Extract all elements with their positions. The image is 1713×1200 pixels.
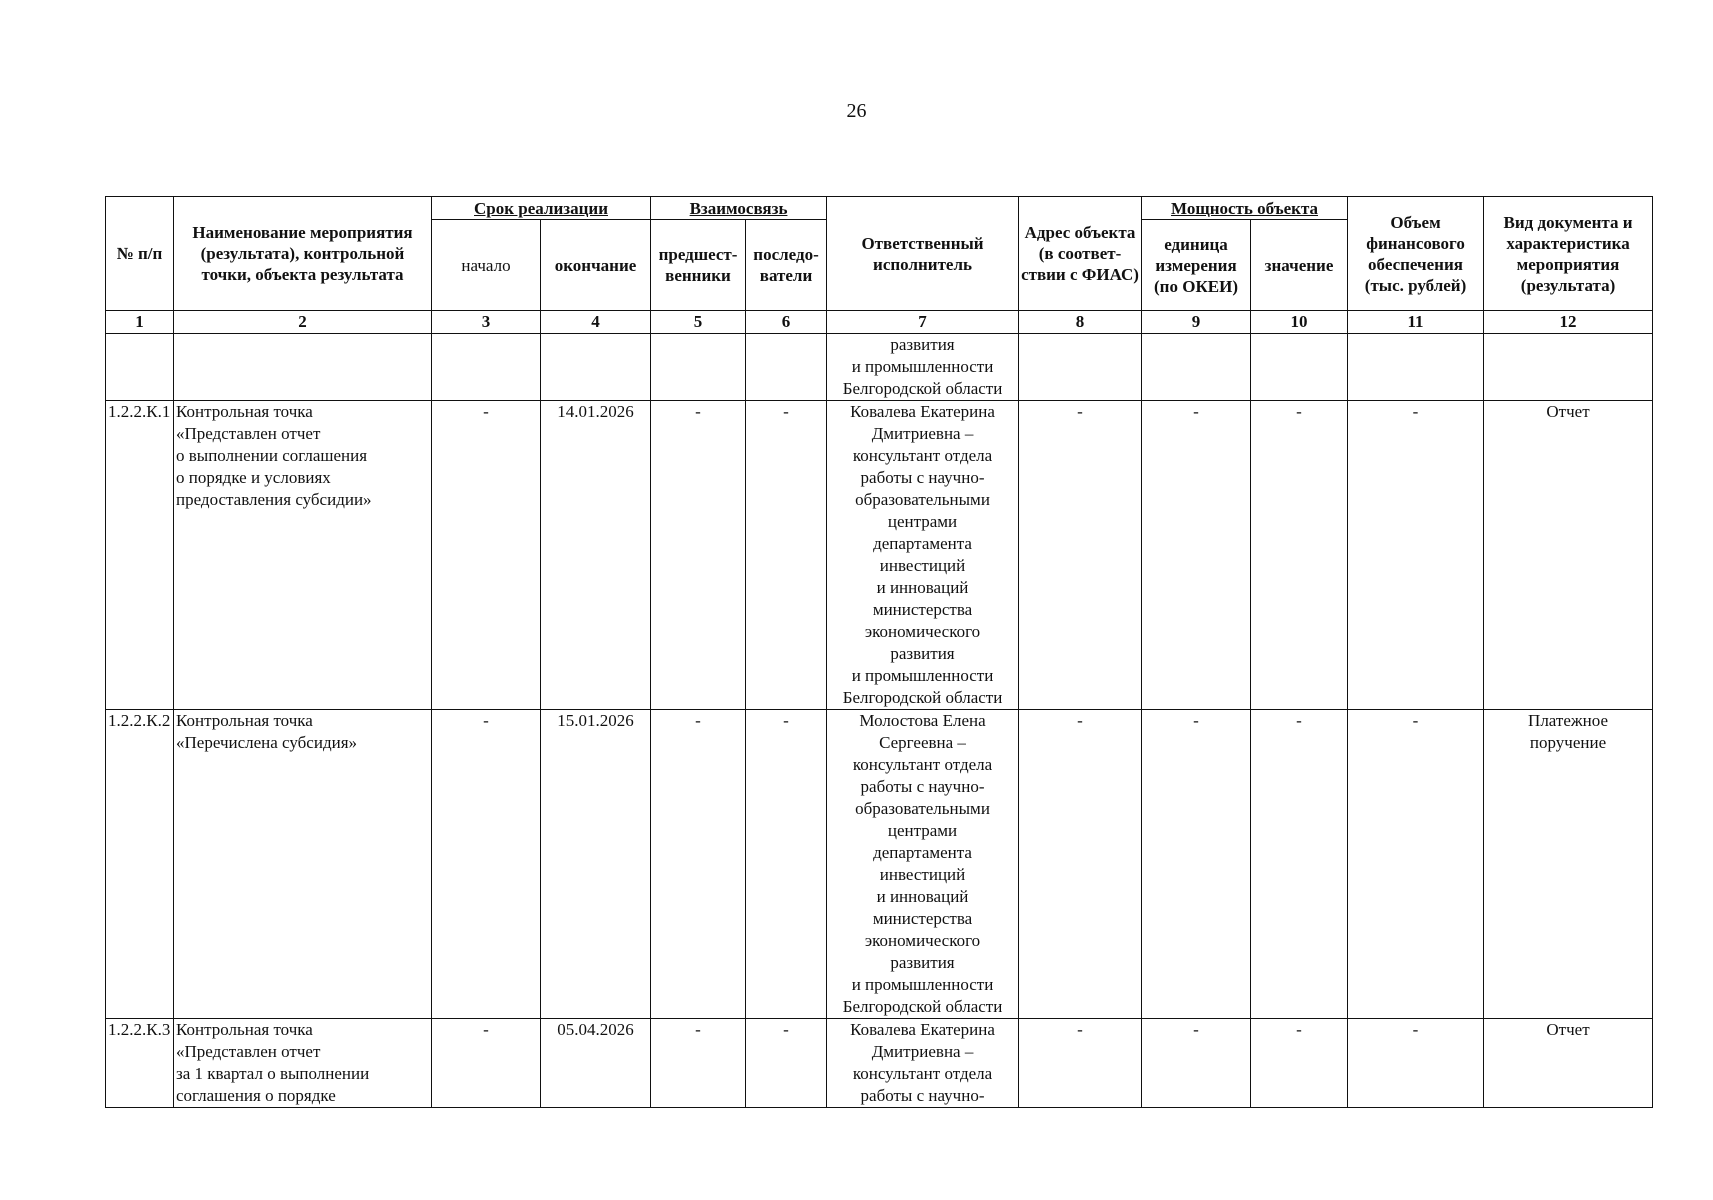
cell-finance — [1348, 334, 1484, 401]
cell-num: 1.2.2.К.2 — [106, 710, 174, 1019]
column-number: 1 — [106, 311, 174, 334]
cell-value: - — [1251, 401, 1348, 710]
cell-address: - — [1019, 1019, 1142, 1108]
column-number: 4 — [541, 311, 651, 334]
cell-start: - — [432, 710, 541, 1019]
cell-name: Контрольная точка «Перечислена субсидия» — [174, 710, 432, 1019]
cell-responsible: Молостова Елена Сергеевна – консультант отдела работы с научно- образовательными центрами департамента инвестиций и инноваций министерства экономического развития и промышленности Белгородской области — [827, 710, 1019, 1019]
cell-unit: - — [1142, 710, 1251, 1019]
cell-document — [1484, 334, 1653, 401]
header-document: Вид документа и характеристика мероприятия (результата) — [1484, 197, 1653, 311]
cell-unit: - — [1142, 1019, 1251, 1108]
header-predecessors: предшест-венники — [651, 220, 746, 311]
header-link-group: Взаимосвязь — [651, 197, 827, 220]
cell-end: 05.04.2026 — [541, 1019, 651, 1108]
cell-name — [174, 334, 432, 401]
cell-unit — [1142, 334, 1251, 401]
cell-address: - — [1019, 710, 1142, 1019]
cell-succ: - — [746, 401, 827, 710]
cell-start: - — [432, 401, 541, 710]
column-number: 11 — [1348, 311, 1484, 334]
cell-pred: - — [651, 710, 746, 1019]
cell-name: Контрольная точка «Представлен отчет о выполнении соглашения о порядке и условиях предоставления субсидии» — [174, 401, 432, 710]
table-row — [106, 710, 1653, 1019]
cell-responsible: Ковалева Екатерина Дмитриевна – консультант отдела работы с научно- — [827, 1019, 1019, 1108]
table-row — [106, 334, 1653, 401]
table-row — [106, 401, 1653, 710]
cell-address — [1019, 334, 1142, 401]
cell-name: Контрольная точка «Представлен отчет за 1 квартал о выполнении соглашения о порядке — [174, 1019, 432, 1108]
cell-pred — [651, 334, 746, 401]
events-table — [105, 196, 1653, 1108]
column-number: 6 — [746, 311, 827, 334]
cell-end: 14.01.2026 — [541, 401, 651, 710]
cell-document: Отчет — [1484, 401, 1653, 710]
cell-document: Платежное поручение — [1484, 710, 1653, 1019]
header-finance: Объем финансового обеспечения (тыс. рублей) — [1348, 197, 1484, 311]
cell-num: 1.2.2.К.1 — [106, 401, 174, 710]
cell-value: - — [1251, 1019, 1348, 1108]
cell-responsible: развития и промышленности Белгородской области — [827, 334, 1019, 401]
cell-document: Отчет — [1484, 1019, 1653, 1108]
column-number: 3 — [432, 311, 541, 334]
page-number: 26 — [846, 100, 867, 122]
header-capacity-group: Мощность объекта — [1142, 197, 1348, 220]
column-number: 12 — [1484, 311, 1653, 334]
cell-responsible: Ковалева Екатерина Дмитриевна – консультант отдела работы с научно- образовательными центрами департамента инвестиций и инноваций министерства экономического развития и промышленности Белгородской области — [827, 401, 1019, 710]
header-end: окончание — [541, 220, 651, 311]
column-number: 7 — [827, 311, 1019, 334]
header-responsible: Ответственный исполнитель — [827, 197, 1019, 311]
cell-end: 15.01.2026 — [541, 710, 651, 1019]
column-number: 2 — [174, 311, 432, 334]
cell-succ — [746, 334, 827, 401]
cell-unit: - — [1142, 401, 1251, 710]
column-number: 8 — [1019, 311, 1142, 334]
header-num: № п/п — [106, 197, 174, 311]
cell-start: - — [432, 1019, 541, 1108]
header-value: значение — [1251, 220, 1348, 311]
cell-value — [1251, 334, 1348, 401]
column-numbers-row — [106, 311, 1653, 334]
cell-end — [541, 334, 651, 401]
cell-start — [432, 334, 541, 401]
header-unit: единица измерения (по ОКЕИ) — [1142, 220, 1251, 311]
header-name: Наименование мероприятия (результата), контрольной точки, объекта результата — [174, 197, 432, 311]
header-start: начало — [432, 220, 541, 311]
column-number: 9 — [1142, 311, 1251, 334]
cell-address: - — [1019, 401, 1142, 710]
header-row-1 — [106, 197, 1653, 220]
cell-num — [106, 334, 174, 401]
table-row — [106, 1019, 1653, 1108]
header-address: Адрес объекта (в соответ-ствии с ФИАС) — [1019, 197, 1142, 311]
column-number: 5 — [651, 311, 746, 334]
header-successors: последо-ватели — [746, 220, 827, 311]
cell-finance: - — [1348, 710, 1484, 1019]
cell-value: - — [1251, 710, 1348, 1019]
cell-finance: - — [1348, 1019, 1484, 1108]
cell-pred: - — [651, 401, 746, 710]
column-number: 10 — [1251, 311, 1348, 334]
cell-succ: - — [746, 1019, 827, 1108]
cell-pred: - — [651, 1019, 746, 1108]
cell-succ: - — [746, 710, 827, 1019]
cell-finance: - — [1348, 401, 1484, 710]
header-term-group: Срок реализации — [432, 197, 651, 220]
cell-num: 1.2.2.К.3 — [106, 1019, 174, 1108]
